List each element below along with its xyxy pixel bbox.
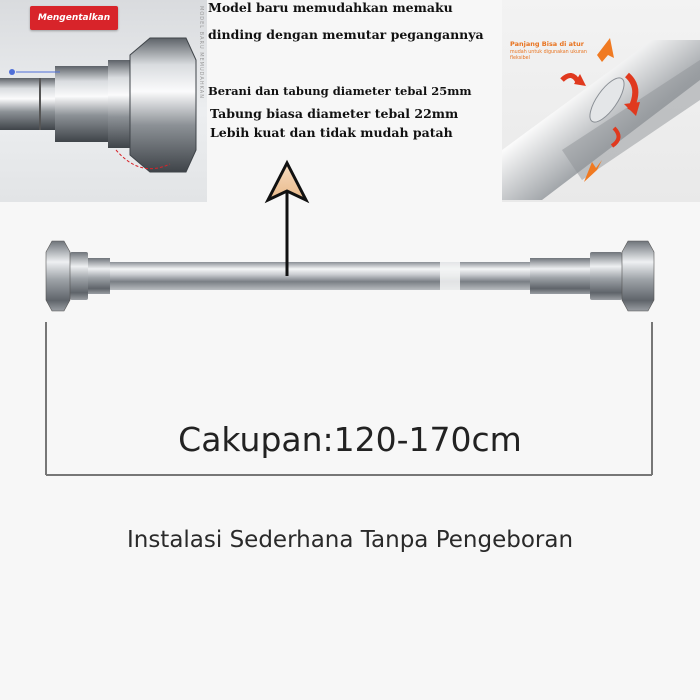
spec-line-1: Berani dan tabung diameter tebal 25mm — [208, 84, 472, 98]
closeup-rod-graphic — [0, 0, 207, 202]
up-arrow-icon — [268, 163, 306, 276]
badge-label: Mengentalkan — [30, 6, 118, 30]
main-rod — [46, 241, 654, 311]
spec-line-3: Lebih kuat dan tidak mudah patah — [210, 125, 453, 140]
range-label: Cakupan:120-170cm — [178, 420, 522, 459]
inset-closeup-left — [0, 0, 207, 202]
headline-line-2: dinding dengan memutar pegangannya — [208, 27, 484, 42]
adjust-title: Panjang Bisa di atur — [510, 40, 584, 48]
install-label: Instalasi Sederhana Tanpa Pengeboran — [126, 527, 574, 553]
adjustable-rod-graphic — [502, 0, 700, 202]
inset-closeup-right — [502, 0, 700, 202]
adjust-subtitle: mudah untuk digunakan ukuran fleksibel — [510, 50, 587, 62]
faint-caption: MODEL BARU MEMUDAHKAN — [198, 6, 204, 99]
spec-line-2: Tabung biasa diameter tebal 22mm — [210, 106, 459, 121]
headline-line-1: Model baru memudahkan memaku — [208, 0, 453, 15]
